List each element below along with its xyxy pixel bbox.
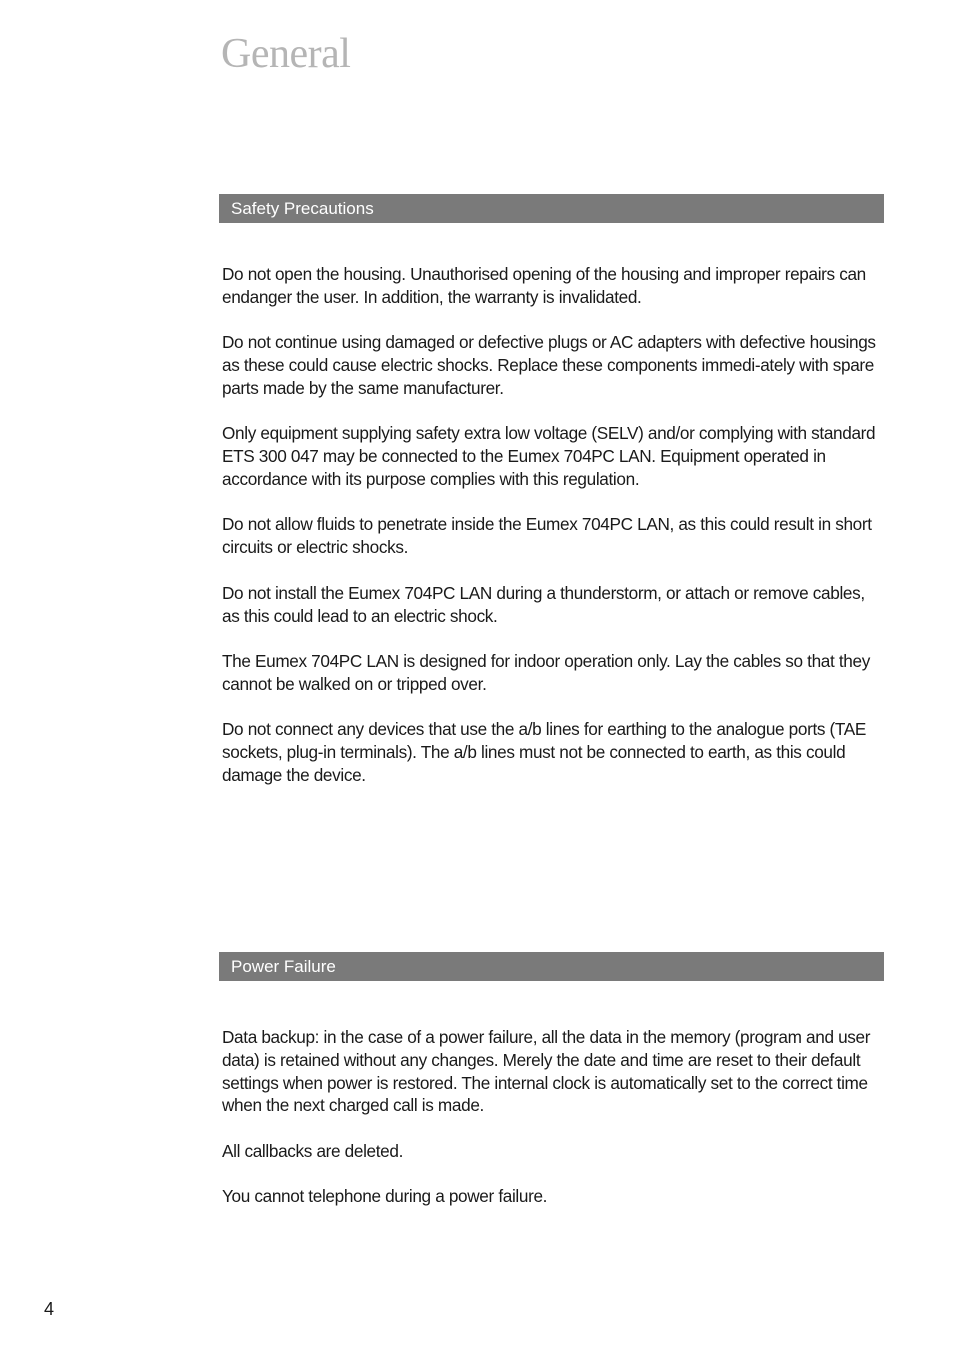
safety-paragraph: The Eumex 704PC LAN is designed for indoor operation only. Lay the cables so that they cannot be walked on or tripped over. <box>222 651 870 694</box>
safety-paragraph: Do not open the housing. Unauthorised opening of the housing and improper repairs can endanger the user. In addition, the warranty is invalidated. <box>222 264 866 307</box>
safety-paragraph: Do not continue using damaged or defective plugs or AC adapters with defective housings as these could cause electric shocks. Replace these components immedi-ately with spare parts made by the same manufacturer. <box>222 332 876 398</box>
section-heading-power-failure: Power Failure <box>219 952 884 981</box>
safety-paragraph: Do not allow fluids to penetrate inside the Eumex 704PC LAN, as this could result in short circuits or electric shocks. <box>222 514 872 558</box>
page-number: 4 <box>44 1299 55 1319</box>
power-paragraph: Data backup: in the case of a power failure, all the data in the memory (program and user data) is retained without any changes. Merely the date and time are reset to their default settings when power is restored. The internal clock is automatically set to the correct time when the next charged call is made. <box>222 1027 871 1116</box>
safety-paragraph: Do not connect any devices that use the a/b lines for earthing to the analogue ports (TAE sockets, plug-in terminals). The a/b lines must not be connected to earth, as this could damage the device. <box>222 719 867 785</box>
safety-paragraph: Only equipment supplying safety extra low voltage (SELV) and/or complying with standard ETS 300 047 may be connected to the Eumex 704PC LAN. Equipment operated in accordance with its purpose complies with this regulation. <box>222 423 876 489</box>
safety-paragraph: Do not install the Eumex 704PC LAN during a thunderstorm, or attach or remove cables, as this could lead to an electric shock. <box>222 582 865 626</box>
page-title: General <box>221 31 351 77</box>
power-failure-body <box>222 1026 886 1231</box>
power-paragraph: All callbacks are deleted. <box>222 1140 404 1161</box>
power-paragraph: You cannot telephone during a power failure. <box>222 1186 548 1207</box>
safety-precautions-body <box>222 263 886 809</box>
section-heading-safety-precautions: Safety Precautions <box>219 194 884 223</box>
